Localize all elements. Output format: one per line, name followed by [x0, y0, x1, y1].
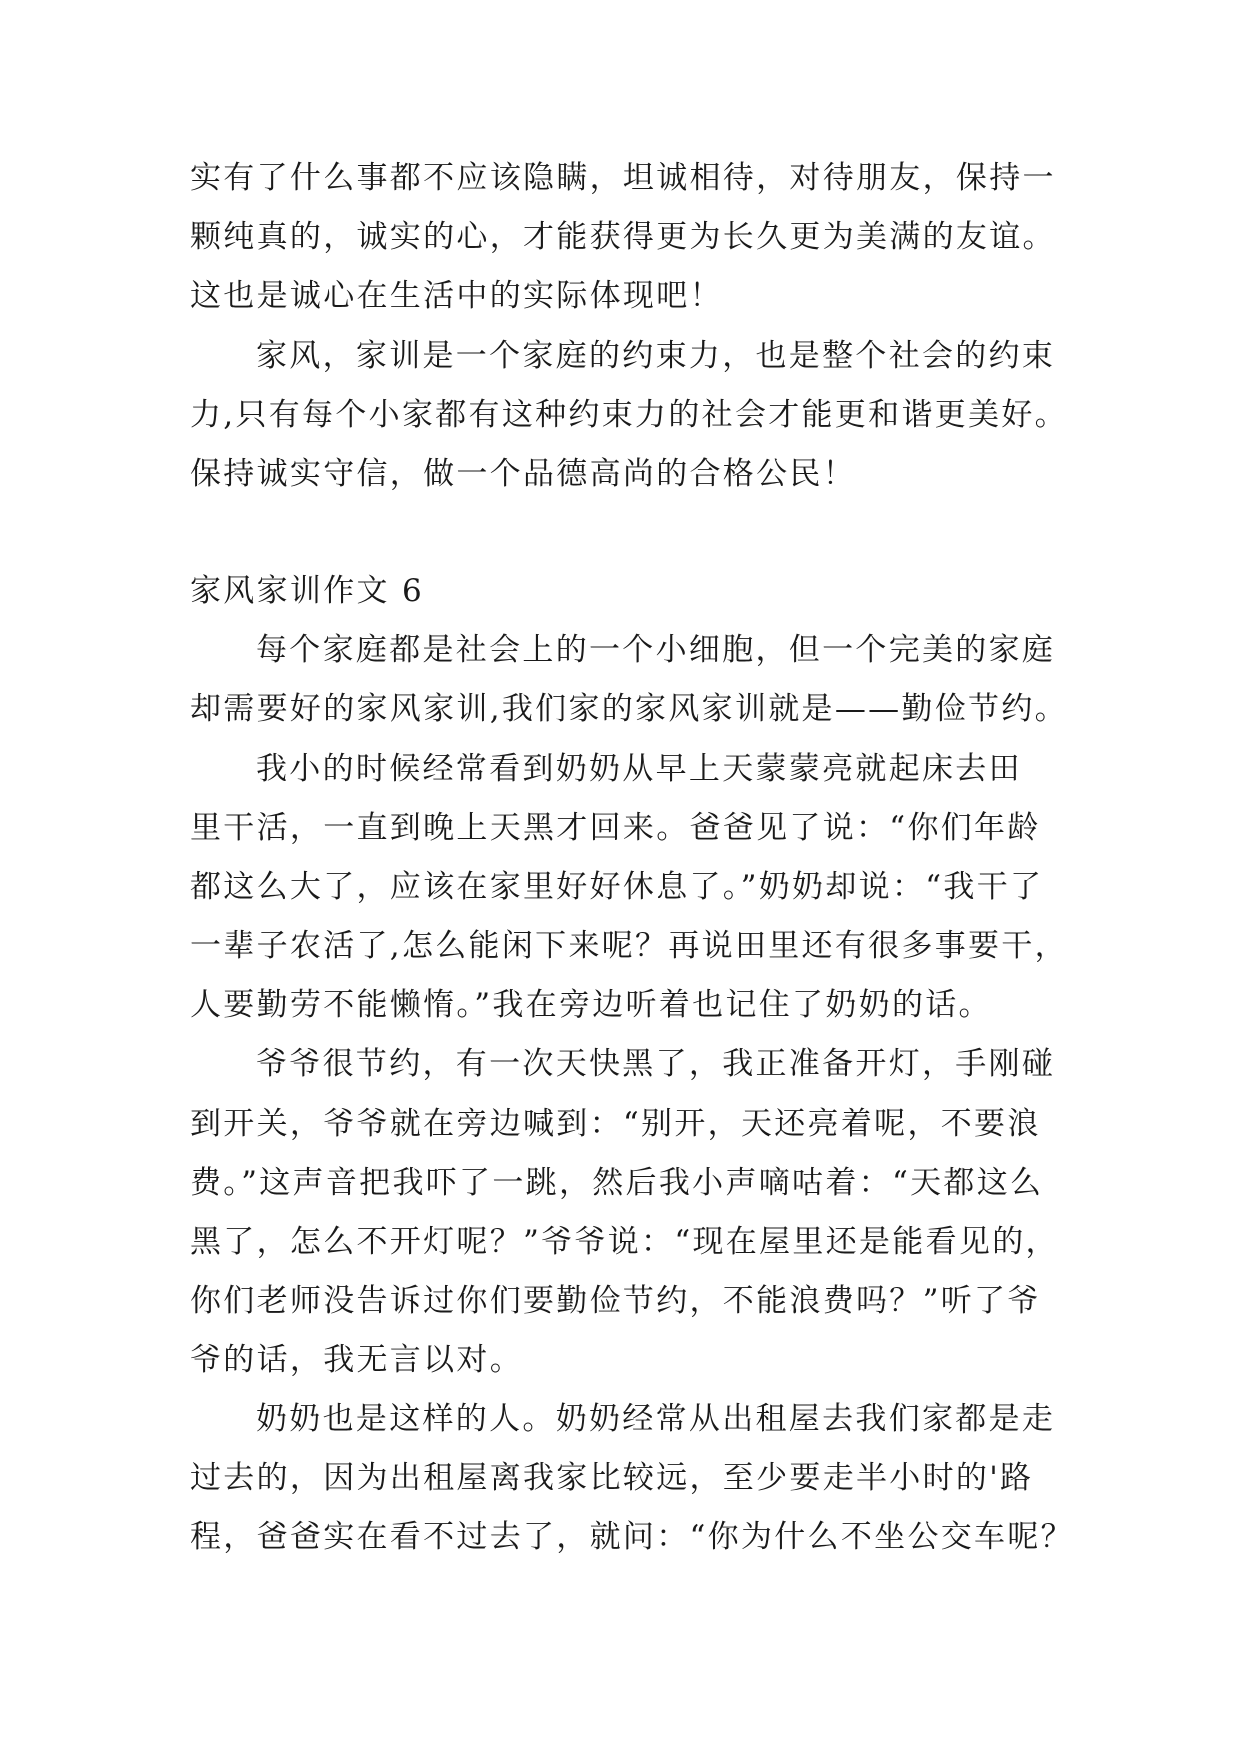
text-line: 人要勤劳不能懒惰。”我在旁边听着也记住了奶奶的话。 — [190, 987, 992, 1023]
text-line: 都这么大了，应该在家里好好休息了。”奶奶却说：“我干了 — [190, 869, 1044, 905]
paragraph-start-line: 家风，家训是一个家庭的约束力，也是整个社会的约束 — [256, 338, 1056, 374]
paragraph-start-line: 我小的时候经常看到奶奶从早上天蒙蒙亮就起床去田 — [256, 751, 1022, 787]
paragraph-start-line: 爷爷很节约，有一次天快黑了，我正准备开灯，手刚碰 — [256, 1046, 1056, 1082]
text-line: 这也是诚心在生活中的实际体现吧！ — [190, 278, 723, 314]
text-line: 费。”这声音把我吓了一跳，然后我小声嘀咕着：“天都这么 — [190, 1165, 1044, 1201]
text-line: 你们老师没告诉过你们要勤俭节约，不能浪费吗？”听了爷 — [190, 1283, 1041, 1319]
text-line: 一辈子农活了,怎么能闲下来呢？再说田里还有很多事要干， — [190, 928, 1068, 964]
text-line: 过去的，因为出租屋离我家比较远，至少要走半小时的'路 — [190, 1460, 1034, 1496]
text-line: 保持诚实守信，做一个品德高尚的合格公民！ — [190, 456, 856, 492]
text-line: 黑了，怎么不开灯呢？”爷爷说：“现在屋里还是能看见的， — [190, 1224, 1059, 1260]
text-line: 到开关，爷爷就在旁边喊到：“别开，天还亮着呢，不要浪 — [190, 1106, 1041, 1142]
text-line: 里干活，一直到晚上天黑才回来。爸爸见了说：“你们年龄 — [190, 810, 1041, 846]
paragraph-start-line: 奶奶也是这样的人。奶奶经常从出租屋去我们家都是走 — [256, 1401, 1056, 1437]
paragraph-start-line: 每个家庭都是社会上的一个小细胞，但一个完美的家庭 — [256, 632, 1056, 668]
text-line: 却需要好的家风家训,我们家的家风家训就是——勤俭节约。 — [190, 691, 1068, 727]
text-line: 实有了什么事都不应该隐瞒，坦诚相待，对待朋友，保持一 — [190, 160, 1056, 196]
text-line: 力,只有每个小家都有这种约束力的社会才能更和谐更美好。 — [190, 397, 1068, 433]
text-line: 程，爸爸实在看不过去了，就问：“你为什么不坐公交车呢？ — [190, 1519, 1074, 1555]
section-heading: 家风家训作文 6 — [190, 573, 424, 609]
text-line: 爷的话，我无言以对。 — [190, 1342, 523, 1378]
text-line: 颗纯真的，诚实的心，才能获得更为长久更为美满的友谊。 — [190, 219, 1056, 255]
